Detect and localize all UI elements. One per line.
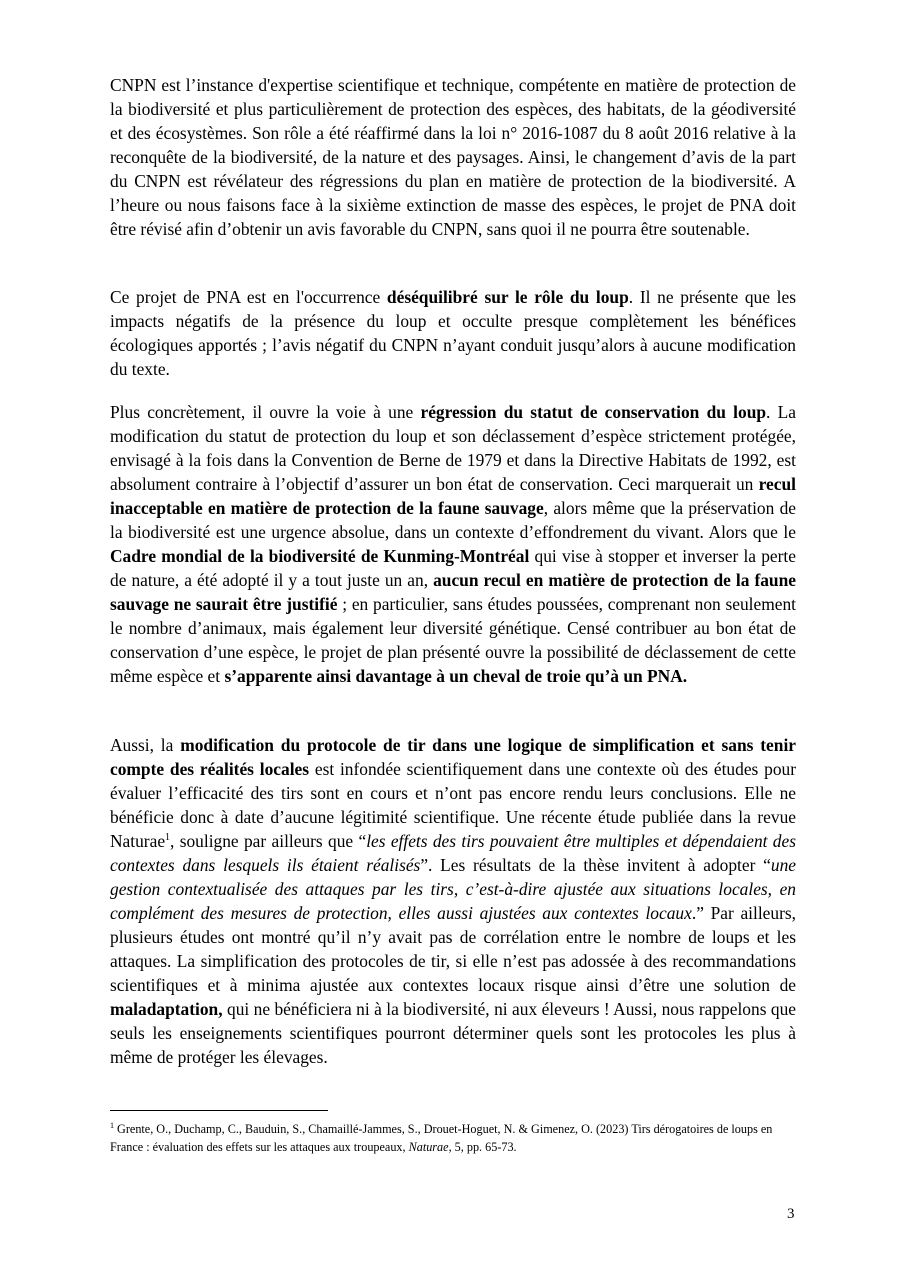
bold-text: déséquilibré sur le rôle du loup — [386, 287, 629, 307]
footnote-marker: 1 — [110, 1120, 114, 1130]
bold-text: Cadre mondial de la biodiversité de Kunming-Montréal — [110, 546, 530, 566]
footnote-ref[interactable]: 1 — [165, 832, 171, 844]
paragraph-cnpn-role — [110, 73, 796, 241]
paragraph-text: . Il ne présente que les impacts négatifs de la présence du loup et occulte presque complètement les bénéfices écologiques apportés ; l’avis négatif du CNPN n’ayant conduit jusqu’alors à aucune modification du texte. — [110, 287, 796, 379]
paragraph-text: CNPN est l’instance d'expertise scientifique et technique, compétente en matière de protection de la biodiversité et plus particulièrement de protection des espèces, des habitats, de la géodiversité et des écosystèmes. Son rôle a été réaffirmé dans la loi n° 2016-1087 du 8 août 2016 relative à la reconquête de la biodiversité, de la nature et des paysages. Ainsi, le changement d’avis de la part du CNPN est révélateur des régressions du plan en matière de protection de la biodiversité. A l’heure ou nous faisons face à la sixième extinction de masse des espèces, le projet de PNA doit être révisé afin d’obtenir un avis favorable du CNPN, sans quoi il ne pourra être soutenable. — [110, 75, 796, 239]
footnote-divider — [110, 1110, 328, 1111]
paragraph-wolf-role — [110, 285, 796, 381]
bold-text: régression du statut de conservation du loup — [420, 402, 767, 422]
footnote-journal: Naturae — [408, 1140, 449, 1154]
paragraph-text: , souligne par ailleurs que “ — [170, 831, 367, 851]
paragraph-text: .” Par ailleurs, plusieurs études ont montré qu’il n’y avait pas de corrélation entre le nombre de loups et les attaques. La simplification des protocoles de tir, si elle n’est pas adossée à des recommandations scientifiques et à minima ajustée aux contextes locaux risque ainsi d’être une solution de — [110, 903, 796, 995]
bold-text: aucun recul en matière de protection de la faune sauvage ne saurait être justifié — [110, 570, 796, 614]
italic-quote: une gestion contextualisée des attaques par les tirs, c’est-à-dire ajustée aux situations locales, en complément des mesures de protection, elles aussi ajustées aux contextes locaux — [110, 855, 797, 923]
paragraph-shooting-protocol — [110, 733, 796, 1069]
bold-text: recul inacceptable en matière de protection de la faune sauvage — [110, 474, 796, 518]
paragraph-text: est infondée scientifiquement dans une contexte où des études pour évaluer l’efficacité des tirs sont en cours et n’ont pas encore rendu leurs conclusions. Elle ne bénéficie donc à date d’aucune légitimité scientifique. Une récente étude publiée dans la revue Naturae — [110, 759, 797, 851]
page-number: 3 — [787, 1206, 795, 1222]
bold-text: modification du protocole de tir dans une logique de simplification et sans tenir compte des réalités locales — [110, 735, 797, 779]
bold-text: maladaptation, — [110, 999, 223, 1019]
footnote-text: Grente, O., Duchamp, C., Bauduin, S., Chamaillé-Jammes, S., Drouet-Hoguet, N. & Gimenez, O. (2023) Tirs dérogatoires de loups en France : évaluation des effets sur les attaques aux troupeaux, — [110, 1122, 773, 1154]
paragraph-text: . La modification du statut de protection du loup et son déclassement d’espèce strictement protégée, envisagé à la fois dans la Convention de Berne de 1979 et dans la Directive Habitats de 1992, est absolument contraire à l’objectif d’assurer un bon état de conservation. Ceci marquerait un — [110, 402, 796, 494]
paragraph-text: , alors même que la préservation de la biodiversité est une urgence absolue, dans un contexte d’effondrement du vivant. Alors que le — [110, 498, 796, 542]
paragraph-text: ; en particulier, sans études poussées, comprenant non seulement le nombre d’animaux, mais également leur diversité génétique. Censé contribuer au bon état de conservation d’une espèce, le projet de plan présenté ouvre la possibilité de déclassement de cette même espèce et — [110, 594, 796, 686]
paragraph-text: Aussi, la — [110, 735, 181, 755]
paragraph-text: qui vise à stopper et inverser la perte de nature, a été adopté il y a tout juste un an, — [110, 546, 796, 590]
bold-text: s’apparente ainsi davantage à un cheval de troie qu’à un PNA. — [224, 666, 688, 686]
paragraph-text: Plus concrètement, il ouvre la voie à une — [110, 402, 421, 422]
footnote-text: , 5, pp. 65-73. — [448, 1140, 517, 1154]
paragraph-text: qui ne bénéficiera ni à la biodiversité, ni aux éleveurs ! Aussi, nous rappelons que seuls les enseignements scientifiques pourront déterminer quels sont les protocoles les plus à même de protéger les élevages. — [110, 999, 796, 1067]
paragraph-conservation-status — [110, 400, 796, 688]
footnote — [110, 1120, 800, 1156]
italic-quote: les effets des tirs pouvaient être multiples et dépendaient des contextes dans lesquels ils étaient réalisés — [110, 831, 796, 875]
paragraph-text: Ce projet de PNA est en l'occurrence — [110, 287, 387, 307]
paragraph-text: ”. Les résultats de la thèse invitent à adopter “ — [420, 855, 771, 875]
